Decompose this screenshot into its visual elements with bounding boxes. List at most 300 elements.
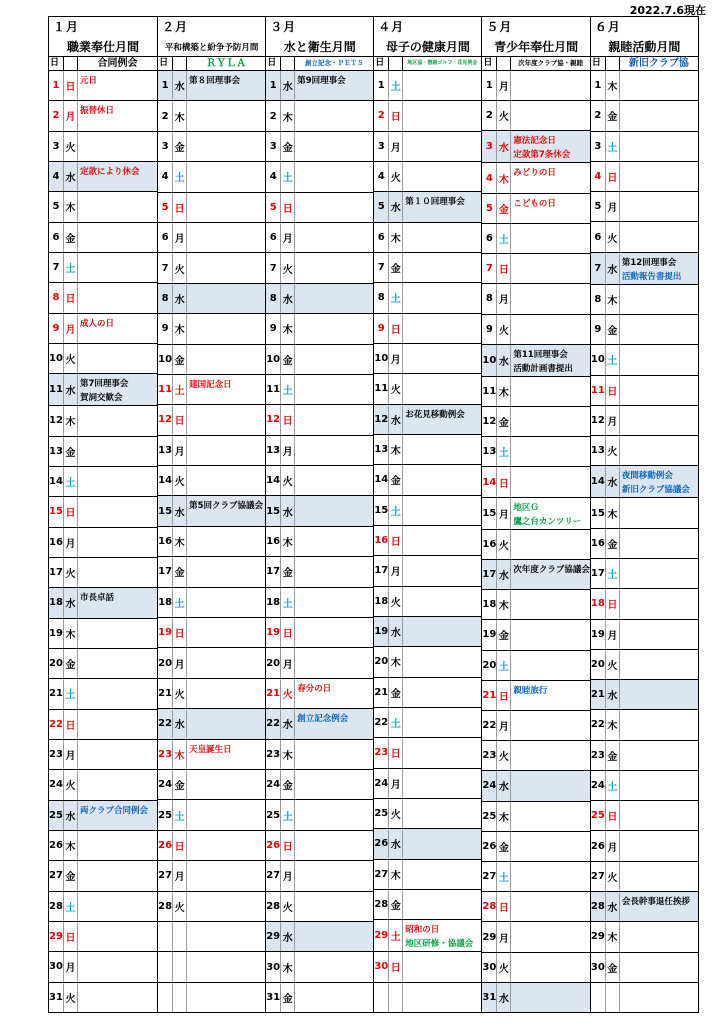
weekday-column-header	[281, 57, 295, 70]
day-number: 30	[482, 953, 497, 982]
weekday-label: 日	[64, 497, 78, 526]
weekday-label: 水	[497, 771, 511, 800]
day-number: 25	[591, 801, 606, 830]
month-name: ５月	[486, 20, 513, 34]
day-row	[49, 983, 157, 1012]
day-row	[482, 862, 590, 892]
day-number: 8	[158, 284, 173, 313]
weekday-label: 土	[64, 253, 78, 282]
weekday-label: 火	[64, 132, 78, 161]
day-row	[158, 952, 265, 982]
weekday-label: 土	[389, 71, 403, 100]
month-header	[482, 17, 590, 57]
event-text: 春分の日	[297, 683, 332, 694]
day-number: 31	[266, 983, 281, 1012]
day-number: 26	[158, 831, 173, 860]
day-column-header: 日	[49, 57, 64, 70]
day-row	[49, 831, 157, 861]
month-subheader	[49, 57, 157, 71]
meeting-day-row	[482, 983, 590, 1012]
weekday-label: 火	[389, 162, 403, 191]
weekday-label: 月	[606, 620, 620, 649]
day-number: 1	[49, 71, 64, 100]
day-number: 25	[158, 800, 173, 829]
day-row	[374, 556, 481, 586]
day-number: 18	[374, 587, 389, 616]
weekday-label: 日	[497, 892, 511, 921]
day-number: 2	[374, 101, 389, 130]
event-cell	[78, 952, 157, 981]
day-row	[266, 436, 373, 466]
event-cell	[187, 345, 265, 374]
weekday-label: 木	[389, 223, 403, 252]
event-text: 賀詞交歓会	[80, 393, 123, 404]
day-row	[266, 162, 373, 192]
weekday-label: 金	[389, 465, 403, 494]
weekday-label: 金	[606, 101, 620, 130]
day-number: 14	[266, 466, 281, 495]
event-cell	[620, 620, 698, 649]
day-number: 12	[158, 405, 173, 434]
weekday-label: 木	[606, 285, 620, 314]
day-number: 26	[482, 832, 497, 861]
day-row	[374, 708, 481, 738]
day-row	[482, 71, 590, 101]
weekday-label: 金	[606, 741, 620, 770]
event-cell	[295, 375, 373, 404]
event-cell	[295, 162, 373, 191]
event-cell	[403, 435, 481, 464]
weekday-label: 水	[173, 284, 187, 313]
day-rows	[374, 71, 481, 1012]
weekday-label: 土	[606, 132, 620, 161]
event-cell	[187, 557, 265, 586]
weekday-label: 火	[64, 558, 78, 587]
day-number: 21	[482, 681, 497, 710]
day-number: 19	[591, 620, 606, 649]
event-cell	[403, 526, 481, 555]
event-cell	[295, 709, 373, 738]
weekday-label: 月	[64, 314, 78, 343]
day-row	[374, 283, 481, 313]
monthly-event-label: 新旧クラブ協	[628, 58, 689, 69]
day-row	[482, 377, 590, 407]
event-cell	[78, 314, 157, 343]
event-cell	[403, 708, 481, 737]
day-row	[591, 771, 698, 801]
day-number: 3	[374, 132, 389, 161]
day-row	[482, 315, 590, 345]
day-row	[266, 952, 373, 982]
weekday-label: 木	[173, 740, 187, 769]
day-row	[374, 983, 481, 1012]
weekday-label: 金	[389, 253, 403, 282]
day-column-header: 日	[158, 57, 173, 70]
event-cell	[403, 314, 481, 343]
event-cell	[295, 436, 373, 465]
day-number: 5	[482, 194, 497, 223]
weekday-label: 金	[606, 315, 620, 344]
weekday-label: 金	[281, 132, 295, 161]
day-row	[591, 436, 698, 466]
day-number: 9	[49, 314, 64, 343]
event-cell	[511, 498, 590, 529]
event-cell	[78, 344, 157, 373]
weekday-label: 土	[389, 920, 403, 951]
event-cell	[187, 861, 265, 890]
month-theme: 青少年奉仕月間	[494, 40, 579, 54]
event-cell	[403, 890, 481, 919]
day-number: 12	[374, 405, 389, 434]
month-subheader	[374, 57, 481, 71]
event-cell	[403, 162, 481, 191]
weekday-label: 木	[281, 314, 295, 343]
day-row	[374, 860, 481, 890]
day-number: 2	[266, 101, 281, 130]
weekday-label: 木	[606, 922, 620, 951]
monthly-event-label: 創立記念・ＰＥＴＳ	[304, 59, 364, 67]
weekday-label: 土	[497, 862, 511, 891]
day-row	[374, 526, 481, 556]
weekday-label: 水	[281, 922, 295, 951]
day-number: 20	[591, 650, 606, 679]
day-number: 3	[158, 132, 173, 161]
event-cell	[187, 618, 265, 647]
weekday-label: 木	[497, 802, 511, 831]
event-cell	[295, 648, 373, 677]
day-number: 19	[374, 617, 389, 646]
event-cell	[78, 679, 157, 708]
event-cell	[620, 710, 698, 739]
day-column-header: 日	[591, 57, 606, 70]
weekday-label: 火	[389, 374, 403, 403]
day-number: 18	[49, 588, 64, 617]
month-column	[481, 17, 590, 1012]
weekday-label: 土	[389, 708, 403, 737]
weekday-label: 土	[606, 559, 620, 588]
event-cell	[403, 952, 481, 981]
weekday-label: 金	[64, 861, 78, 890]
day-row	[49, 406, 157, 436]
event-cell	[78, 770, 157, 799]
day-number: 26	[374, 829, 389, 858]
day-number: 2	[49, 101, 64, 130]
day-row	[266, 345, 373, 375]
day-row	[266, 101, 373, 131]
month-column	[157, 17, 265, 1012]
month-header	[49, 17, 157, 57]
day-number: 27	[49, 861, 64, 890]
day-number: 18	[266, 588, 281, 617]
weekday-label: 日	[281, 193, 295, 222]
day-row	[482, 711, 590, 741]
event-cell	[403, 71, 481, 100]
event-cell	[295, 527, 373, 556]
day-row	[266, 223, 373, 253]
event-cell	[403, 920, 481, 951]
weekday-label: 水	[606, 680, 620, 709]
day-number: 24	[374, 769, 389, 798]
day-number: 7	[49, 253, 64, 282]
event-cell	[295, 831, 373, 860]
event-cell	[187, 496, 265, 525]
event-cell	[511, 560, 590, 589]
day-number: 5	[591, 192, 606, 221]
day-number: 4	[266, 162, 281, 191]
day-row	[158, 314, 265, 344]
monthly-event-label: ＲＹＬＡ	[206, 58, 247, 69]
day-row	[374, 223, 481, 253]
weekday-label: 月	[64, 101, 78, 130]
event-cell	[78, 71, 157, 100]
day-number: 12	[482, 407, 497, 436]
day-row	[266, 193, 373, 223]
day-number: 13	[374, 435, 389, 464]
weekday-label: 金	[281, 983, 295, 1012]
event-text: 振替休日	[80, 106, 115, 117]
weekday-label	[389, 983, 403, 1012]
weekday-label: 木	[64, 831, 78, 860]
weekday-label: 水	[173, 496, 187, 525]
day-row	[266, 861, 373, 891]
day-number: 22	[591, 710, 606, 739]
event-cell	[511, 194, 590, 223]
event-cell	[187, 800, 265, 829]
meeting-day-row	[49, 801, 157, 831]
day-row	[482, 741, 590, 771]
weekday-label: 月	[281, 223, 295, 252]
day-row	[49, 558, 157, 588]
event-cell	[78, 406, 157, 435]
weekday-label: 日	[64, 283, 78, 312]
weekday-label: 木	[606, 710, 620, 739]
day-number: 9	[374, 314, 389, 343]
weekday-label: 土	[281, 588, 295, 617]
event-cell	[511, 315, 590, 344]
month-header	[158, 17, 265, 57]
meeting-day-row	[482, 560, 590, 590]
event-cell	[620, 285, 698, 314]
weekday-label: 月	[497, 922, 511, 951]
day-number: 7	[158, 253, 173, 282]
day-number: 28	[482, 892, 497, 921]
day-row	[266, 618, 373, 648]
month-theme: 職業奉仕月間	[67, 40, 140, 54]
day-row	[482, 530, 590, 560]
event-cell	[78, 801, 157, 830]
event-cell	[187, 831, 265, 860]
day-number: 17	[591, 559, 606, 588]
event-cell	[187, 648, 265, 677]
weekday-label: 土	[173, 588, 187, 617]
weekday-label: 火	[497, 315, 511, 344]
weekday-label	[173, 983, 187, 1012]
event-text: 第８回理事会	[189, 76, 241, 86]
weekday-label: 金	[281, 345, 295, 374]
day-row	[374, 435, 481, 465]
day-number: 27	[158, 861, 173, 890]
day-number	[158, 952, 173, 981]
day-number: 13	[591, 436, 606, 465]
meeting-day-row	[158, 709, 265, 739]
day-number: 30	[266, 952, 281, 981]
day-number: 6	[482, 224, 497, 253]
weekday-label: 火	[281, 679, 295, 708]
day-number: 15	[591, 498, 606, 527]
day-row	[49, 770, 157, 800]
event-cell	[78, 437, 157, 466]
weekday-label: 水	[389, 192, 403, 221]
event-cell	[403, 496, 481, 525]
day-number: 17	[266, 557, 281, 586]
month-subheader	[266, 57, 373, 71]
day-row	[266, 253, 373, 283]
day-number: 28	[158, 892, 173, 921]
day-row	[49, 952, 157, 982]
event-text: 定款により休会	[80, 166, 140, 177]
day-row	[158, 800, 265, 830]
meeting-day-row	[591, 466, 698, 498]
weekday-label: 水	[173, 71, 187, 100]
day-row	[374, 890, 481, 920]
event-cell	[295, 952, 373, 981]
event-text: 活動計画書提出	[513, 363, 573, 374]
weekday-label: 水	[64, 588, 78, 617]
event-cell	[78, 710, 157, 739]
event-cell	[78, 740, 157, 769]
day-row	[266, 892, 373, 922]
day-row	[158, 831, 265, 861]
meeting-day-row	[374, 192, 481, 222]
day-row	[266, 527, 373, 557]
weekday-label: 日	[497, 681, 511, 710]
day-row	[158, 162, 265, 192]
day-row	[374, 162, 481, 192]
day-number: 6	[266, 223, 281, 252]
day-number: 17	[482, 560, 497, 589]
event-cell	[78, 922, 157, 951]
event-text: 新旧クラブ協議会	[621, 485, 690, 496]
day-number: 22	[482, 711, 497, 740]
event-text: 定款第7条休会	[513, 150, 571, 161]
day-row	[591, 620, 698, 650]
event-cell	[78, 831, 157, 860]
day-row	[266, 132, 373, 162]
day-row	[482, 437, 590, 467]
event-cell	[295, 223, 373, 252]
event-cell	[511, 741, 590, 770]
day-row	[158, 740, 265, 770]
meeting-day-row	[49, 162, 157, 192]
event-cell	[403, 465, 481, 494]
day-row	[49, 71, 157, 101]
weekday-label: 木	[606, 498, 620, 527]
event-cell	[295, 71, 373, 100]
day-number: 9	[591, 315, 606, 344]
day-row	[158, 375, 265, 405]
day-row	[266, 770, 373, 800]
event-text: こどもの日	[513, 198, 556, 209]
as-of-date: 2022.7.6現在	[629, 4, 706, 17]
event-text: お花見移動例会	[405, 409, 465, 420]
event-cell	[187, 588, 265, 617]
meeting-day-row	[591, 680, 698, 710]
meeting-day-row	[591, 253, 698, 285]
weekday-label: 水	[497, 131, 511, 162]
event-cell	[620, 466, 698, 497]
weekday-label: 土	[281, 375, 295, 404]
event-cell	[78, 101, 157, 130]
day-row	[374, 253, 481, 283]
day-row	[374, 678, 481, 708]
event-cell	[403, 860, 481, 889]
event-cell	[620, 892, 698, 921]
weekday-label: 木	[281, 952, 295, 981]
day-row	[374, 647, 481, 677]
weekday-label: 木	[64, 406, 78, 435]
day-row	[49, 132, 157, 162]
weekday-label: 日	[606, 162, 620, 191]
day-number: 7	[591, 253, 606, 284]
day-number: 27	[482, 862, 497, 891]
day-number: 8	[266, 284, 281, 313]
event-cell	[511, 651, 590, 680]
monthly-event-label: 地区協・懇親ゴルフ・花見例会	[407, 60, 478, 66]
weekday-label: 木	[606, 71, 620, 100]
event-cell	[620, 253, 698, 284]
weekday-label: 水	[389, 829, 403, 858]
day-number: 15	[374, 496, 389, 525]
day-column-header: 日	[266, 57, 281, 70]
day-number: 14	[374, 465, 389, 494]
event-cell	[78, 374, 157, 405]
event-cell	[403, 556, 481, 585]
day-row	[591, 345, 698, 375]
event-cell	[187, 253, 265, 282]
day-number: 24	[591, 771, 606, 800]
day-number: 24	[266, 770, 281, 799]
event-cell	[511, 711, 590, 740]
day-number: 6	[158, 223, 173, 252]
day-number: 12	[591, 406, 606, 435]
weekday-label: 土	[281, 162, 295, 191]
weekday-label: 金	[606, 529, 620, 558]
day-number	[158, 983, 173, 1012]
weekday-label: 水	[389, 617, 403, 646]
weekday-label: 土	[606, 771, 620, 800]
event-cell	[295, 284, 373, 313]
event-cell	[620, 983, 698, 1012]
weekday-label: 火	[281, 892, 295, 921]
day-row	[482, 498, 590, 530]
event-cell	[511, 681, 590, 710]
weekday-label: 土	[389, 496, 403, 525]
event-cell	[187, 709, 265, 738]
day-row	[482, 224, 590, 254]
event-cell	[511, 254, 590, 283]
weekday-label: 火	[606, 862, 620, 891]
weekday-label: 土	[64, 892, 78, 921]
day-number: 6	[591, 222, 606, 251]
day-number: 10	[482, 345, 497, 376]
day-number: 25	[49, 801, 64, 830]
weekday-label: 水	[281, 71, 295, 100]
event-text: 会長幹事退任挨拶	[621, 897, 690, 908]
day-row	[591, 983, 698, 1012]
day-number: 17	[158, 557, 173, 586]
event-cell	[620, 192, 698, 221]
day-row	[374, 344, 481, 374]
